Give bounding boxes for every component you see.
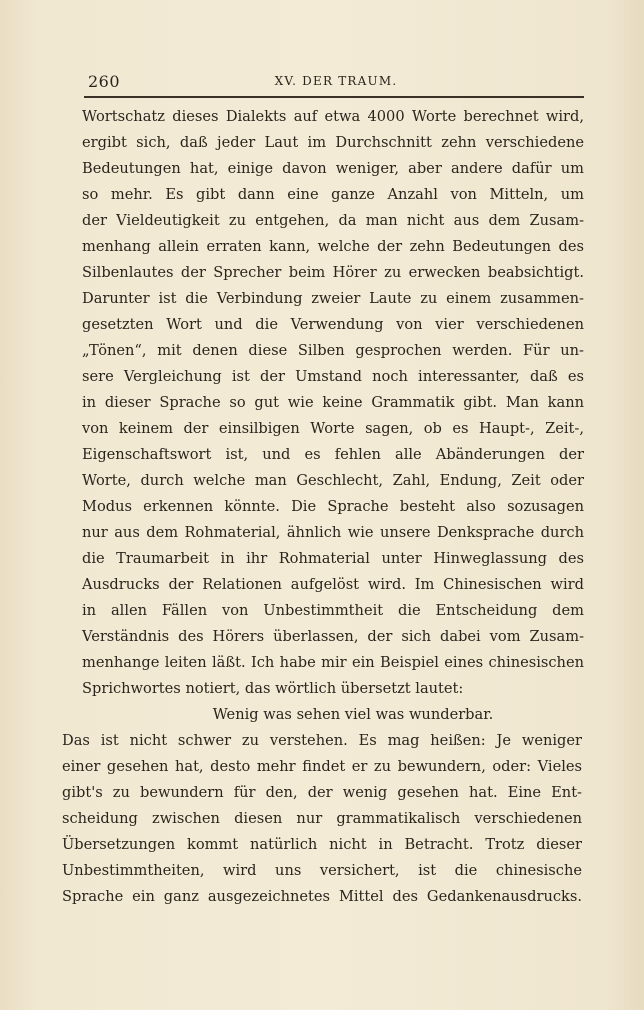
text-line: menhang allein erraten kann, welche der zehn Bedeutungen des bbox=[82, 238, 584, 255]
text-line: Verständnis des Hörers überlassen, der sich dabei vom Zusam- bbox=[82, 628, 584, 645]
page-header bbox=[88, 72, 584, 94]
text-line: scheidung zwischen diesen nur grammatikalisch verschiedenen bbox=[62, 810, 582, 827]
text-line: Unbestimmtheiten, wird uns versichert, ist die chinesische bbox=[62, 862, 582, 879]
text-line: sere Vergleichung ist der Umstand noch interessanter, daß es bbox=[82, 368, 584, 385]
text-line: in allen Fällen von Unbestimmtheit die Entscheidung dem bbox=[82, 602, 584, 619]
text-line: Sprichwortes notiert, das wörtlich übersetzt lautet: bbox=[82, 680, 464, 697]
text-line: in dieser Sprache so gut wie keine Grammatik gibt. Man kann bbox=[82, 394, 584, 411]
text-line: Bedeutungen hat, einige davon weniger, aber andere dafür um bbox=[82, 160, 584, 177]
text-line: gibt's zu bewundern für den, der wenig gesehen hat. Eine Ent- bbox=[62, 784, 582, 801]
header-rule bbox=[84, 96, 584, 98]
text-line: ergibt sich, daß jeder Laut im Durchschnitt zehn verschiedene bbox=[82, 134, 584, 151]
text-line: Sprache ein ganz ausgezeichnetes Mittel des Gedankenausdrucks. bbox=[62, 888, 582, 905]
proverb-quote: Wenig was sehen viel was wunderbar. bbox=[212, 706, 494, 723]
running-head: XV. DER TRAUM. bbox=[274, 74, 398, 88]
text-line: der Vieldeutigkeit zu entgehen, da man nicht aus dem Zusam- bbox=[82, 212, 584, 229]
text-line: Modus erkennen könnte. Die Sprache besteht also sozusagen bbox=[82, 498, 584, 515]
text-line: menhange leiten läßt. Ich habe mir ein Beispiel eines chinesischen bbox=[82, 654, 584, 671]
text-line: Das ist nicht schwer zu verstehen. Es mag heißen: Je weniger bbox=[62, 732, 582, 749]
text-line: Ausdrucks der Relationen aufgelöst wird. Im Chinesischen wird bbox=[82, 576, 584, 593]
text-line: einer gesehen hat, desto mehr findet er zu bewundern, oder: Vieles bbox=[62, 758, 582, 775]
text-line: Darunter ist die Verbindung zweier Laute zu einem zusammen- bbox=[82, 290, 584, 307]
text-line: Wortschatz dieses Dialekts auf etwa 4000 Worte berechnet wird, bbox=[82, 108, 584, 125]
page-number: 260 bbox=[88, 72, 121, 91]
text-line: die Traumarbeit in ihr Rohmaterial unter Hinweglassung des bbox=[82, 550, 584, 567]
text-line: von keinem der einsilbigen Worte sagen, ob es Haupt-, Zeit-, bbox=[82, 420, 584, 437]
text-line: Eigenschaftswort ist, und es fehlen alle Abänderungen der bbox=[82, 446, 584, 463]
text-line: nur aus dem Rohmaterial, ähnlich wie unsere Denksprache durch bbox=[82, 524, 584, 541]
text-line: Übersetzungen kommt natürlich nicht in Betracht. Trotz dieser bbox=[62, 836, 582, 853]
text-line: Worte, durch welche man Geschlecht, Zahl, Endung, Zeit oder bbox=[82, 472, 584, 489]
text-line: so mehr. Es gibt dann eine ganze Anzahl von Mitteln, um bbox=[82, 186, 584, 203]
text-line: gesetzten Wort und die Verwendung von vier verschiedenen bbox=[82, 316, 584, 333]
text-line: „Tönen“, mit denen diese Silben gesprochen werden. Für un- bbox=[82, 342, 584, 359]
body-text bbox=[62, 104, 584, 910]
text-line: Silbenlautes der Sprecher beim Hörer zu erwecken beabsichtigt. bbox=[82, 264, 584, 281]
